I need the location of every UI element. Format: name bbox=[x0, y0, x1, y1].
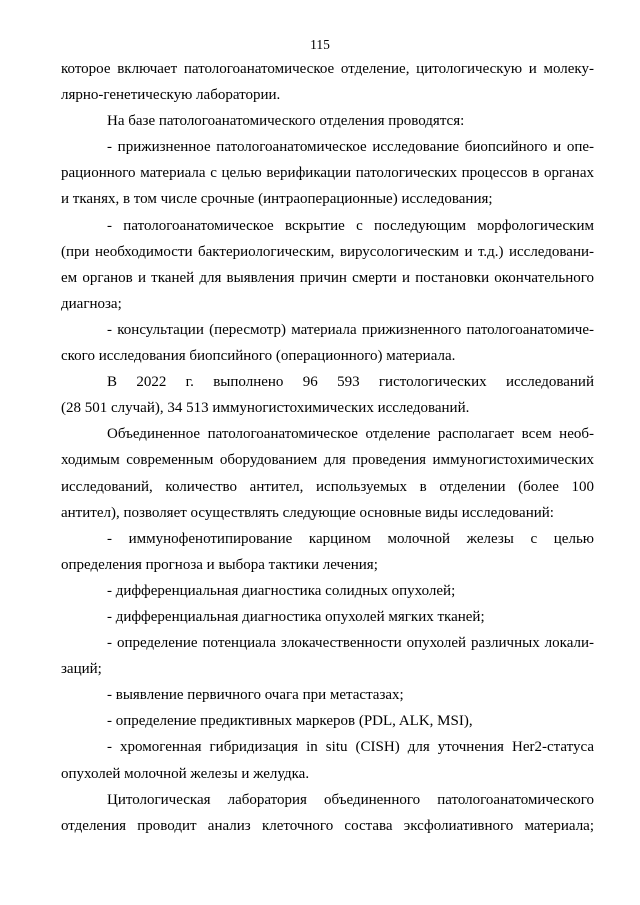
text-line: - дифференциальная диагностика солидных опухолей; bbox=[107, 582, 456, 599]
text-line: ского исследования биопсийного (операционного) материала. bbox=[61, 348, 456, 365]
text-line: - хромогенная гибридизация in situ (CISH) для уточнения Her2-статуса bbox=[107, 739, 594, 756]
text-line: диагноза; bbox=[61, 295, 122, 312]
text-line: (при необходимости бактериологическим, вирусологическим и т.д.) исследовани- bbox=[61, 243, 594, 260]
text-line: рационного материала с целью верификации патологических процессов в органах bbox=[61, 165, 594, 182]
text-line: - иммунофенотипирование карцином молочной железы с целью bbox=[107, 530, 594, 547]
text-line: определения прогноза и выбора тактики лечения; bbox=[61, 556, 378, 573]
text-line: На базе патологоанатомического отделения проводятся: bbox=[107, 113, 465, 130]
text-line: - прижизненное патологоанатомическое исследование биопсийного и опе- bbox=[107, 139, 594, 156]
text-line: ходимым современным оборудованием для проведения иммуногистохимических bbox=[61, 452, 594, 469]
page-number: 115 bbox=[310, 37, 330, 52]
text-line: - выявление первичного очага при метастазах; bbox=[107, 687, 404, 704]
text-line: В 2022 г. выполнено 96 593 гистологических исследований bbox=[107, 374, 594, 391]
text-line: которое включает патологоанатомическое отделение, цитологическую и молеку- bbox=[61, 61, 594, 77]
text-line: исследований, количество антител, используемых в отделении (более 100 bbox=[61, 478, 594, 495]
text-line: лярно-генетическую лаборатории. bbox=[61, 87, 281, 104]
text-line: - определение предиктивных маркеров (PDL, ALK, MSI), bbox=[107, 713, 473, 730]
text-line: и тканях, в том числе срочные (интраоперационные) исследования; bbox=[61, 191, 493, 208]
text-line: отделения проводит анализ клеточного состава эксфолиативного материала; bbox=[61, 817, 594, 834]
text-line: ем органов и тканей для выявления причин смерти и постановки окончательного bbox=[61, 269, 594, 286]
text-line: Цитологическая лаборатория объединенного патологоанатомического bbox=[107, 791, 594, 808]
text-line: заций; bbox=[61, 661, 102, 678]
text-line: - дифференциальная диагностика опухолей мягких тканей; bbox=[107, 608, 485, 625]
text-line: (28 501 случай), 34 513 иммуногистохимических исследований. bbox=[61, 400, 470, 417]
text-line: антител), позволяет осуществлять следующие основные виды исследований: bbox=[61, 504, 554, 521]
text-line: - консультации (пересмотр) материала прижизненного патологоанатомиче- bbox=[107, 321, 594, 338]
body-text bbox=[61, 56, 594, 839]
text-line: - определение потенциала злокачественности опухолей различных локали- bbox=[107, 635, 594, 652]
text-line: - патологоанатомическое вскрытие с последующим морфологическим bbox=[107, 217, 594, 234]
text-line: опухолей молочной железы и желудка. bbox=[61, 765, 310, 782]
text-line: Объединенное патологоанатомическое отделение располагает всем необ- bbox=[107, 426, 594, 443]
